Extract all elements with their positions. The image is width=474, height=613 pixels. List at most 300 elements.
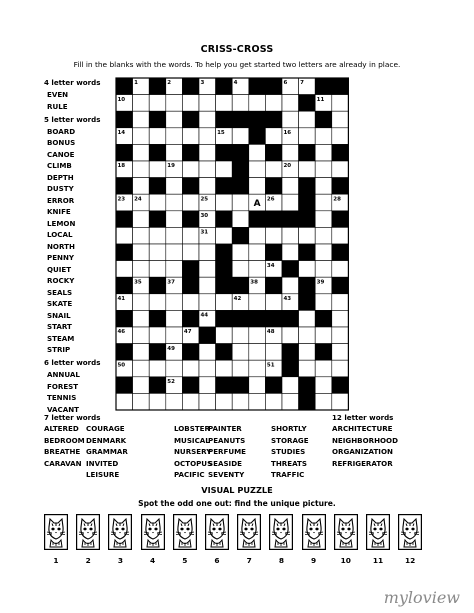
puzzle-title: CRISS-CROSS — [200, 44, 274, 55]
grid-cell-black — [116, 310, 133, 327]
grid-cell-black — [265, 277, 282, 294]
grid-cell-white[interactable] — [133, 178, 150, 195]
grid-cell-black — [315, 310, 332, 327]
word-list-item: CARAVAN — [44, 458, 82, 468]
grid-cell-white[interactable] — [282, 327, 299, 344]
word-list-item: BONUS — [47, 138, 76, 147]
grid-cell-black — [249, 111, 266, 128]
grid-cell-white[interactable] — [149, 244, 166, 261]
grid-cell-white[interactable] — [249, 161, 266, 178]
word-list-item: NURSERY — [174, 447, 212, 456]
grid-cell-white[interactable] — [116, 393, 133, 410]
grid-cell-white[interactable] — [199, 294, 216, 311]
grid-cell-white[interactable] — [182, 95, 199, 112]
grid-cell-white[interactable] — [282, 144, 299, 161]
grid-cell-white[interactable] — [216, 393, 233, 410]
grid-cell-white[interactable] — [149, 227, 166, 244]
grid-cell-white[interactable] — [315, 377, 332, 394]
grid-cell-black — [182, 344, 199, 361]
grid-cell-white[interactable] — [149, 294, 166, 311]
word-list-item: ARCHITECTURE — [332, 424, 393, 433]
word-list-item: SEASIDE — [208, 458, 242, 468]
picture-number: 10 — [340, 556, 351, 565]
grid-cell-white[interactable] — [199, 128, 216, 145]
clue-number: 20 — [283, 163, 292, 170]
grid-cell-black — [299, 393, 316, 410]
grid-cell-white[interactable] — [182, 227, 199, 244]
grid-cell-white[interactable] — [282, 244, 299, 261]
grid-cell-black — [149, 211, 166, 228]
word-list-item: ALTERED — [44, 424, 79, 433]
picture-option[interactable] — [141, 514, 165, 550]
word-list-item: REFRIGERATOR — [332, 458, 393, 468]
word-list-item: PENNY — [47, 253, 75, 262]
clue-number: 7 — [300, 80, 304, 87]
clue-number: 38 — [250, 279, 258, 286]
grid-cell-white[interactable] — [315, 211, 332, 228]
grid-cell-white[interactable] — [282, 377, 299, 394]
grid-cell-white[interactable] — [166, 360, 183, 377]
grid-cell-white[interactable] — [133, 294, 150, 311]
grid-cell-black — [182, 261, 199, 278]
grid-cell-white[interactable] — [332, 344, 349, 361]
cat-face-icon — [366, 514, 390, 550]
grid-cell-white[interactable] — [116, 227, 133, 244]
grid-cell-black — [216, 344, 233, 361]
word-column — [332, 412, 398, 469]
grid-cell-white[interactable] — [166, 144, 183, 161]
clue-number: 52 — [167, 378, 175, 385]
picture-option[interactable] — [366, 514, 390, 550]
grid-cell-white[interactable] — [166, 294, 183, 311]
visual-puzzle-pictures — [44, 514, 444, 594]
grid-cell-white[interactable] — [133, 310, 150, 327]
clue-number: 8 — [333, 80, 338, 87]
grid-cell-white[interactable] — [299, 360, 316, 377]
grid-cell-white[interactable] — [232, 128, 249, 145]
grid-cell-white[interactable] — [182, 393, 199, 410]
clue-number: 49 — [167, 345, 175, 352]
word-group-heading — [208, 412, 246, 423]
picture-number: 3 — [117, 556, 123, 565]
grid-cell-white[interactable] — [199, 161, 216, 178]
word-list-item: FOREST — [47, 381, 79, 391]
grid-cell-white[interactable] — [133, 128, 150, 145]
grid-cell-white[interactable] — [315, 178, 332, 195]
grid-cell-white[interactable] — [315, 261, 332, 278]
word-list-item: START — [47, 322, 72, 331]
clue-number: 27 — [300, 196, 308, 203]
clue-number: 10 — [117, 96, 126, 103]
cat-face-icon — [76, 514, 100, 550]
picture-option[interactable] — [269, 514, 293, 550]
grid-cell-white[interactable] — [133, 393, 150, 410]
word-list-item: NORTH — [47, 241, 75, 251]
grid-cell-white[interactable] — [232, 211, 249, 228]
grid-cell-black — [299, 144, 316, 161]
word-list-item: LEISURE — [86, 470, 120, 479]
grid-cell-white[interactable] — [133, 144, 150, 161]
picture-option[interactable] — [205, 514, 229, 550]
grid-cell-white[interactable] — [315, 194, 332, 211]
grid-cell-black — [265, 144, 282, 161]
grid-cell-white[interactable] — [133, 377, 150, 394]
grid-cell-black — [199, 327, 216, 344]
grid-cell-black — [232, 178, 249, 195]
grid-cell-white[interactable] — [149, 95, 166, 112]
grid-cell-white[interactable] — [265, 128, 282, 145]
grid-cell-white[interactable] — [249, 377, 266, 394]
grid-cell-white[interactable] — [149, 128, 166, 145]
grid-cell-black — [216, 377, 233, 394]
grid-cell-white[interactable] — [133, 161, 150, 178]
grid-cell-white[interactable] — [299, 227, 316, 244]
cat-face-icon — [141, 514, 165, 550]
grid-cell-white[interactable] — [199, 244, 216, 261]
grid-cell-black — [282, 211, 299, 228]
clue-number: 23 — [117, 196, 126, 203]
grid-cell-white[interactable] — [199, 277, 216, 294]
grid-cell-white[interactable] — [216, 360, 233, 377]
grid-cell-white[interactable] — [182, 244, 199, 261]
grid-cell-white[interactable] — [315, 327, 332, 344]
grid-cell-black — [249, 310, 266, 327]
word-group-heading: 12 letter words — [332, 413, 394, 422]
grid-cell-white[interactable] — [232, 95, 249, 112]
clue-number: 25 — [200, 196, 209, 203]
grid-cell-white[interactable] — [166, 211, 183, 228]
grid-cell-white[interactable] — [249, 360, 266, 377]
grid-cell-white[interactable] — [332, 227, 349, 244]
grid-cell-white[interactable] — [249, 294, 266, 311]
grid-cell-black — [315, 344, 332, 361]
grid-cell-white[interactable] — [216, 95, 233, 112]
grid-cell-white[interactable] — [166, 227, 183, 244]
grid-cell-white[interactable] — [249, 261, 266, 278]
cat-face-icon — [44, 514, 68, 550]
grid-cell-white[interactable] — [249, 95, 266, 112]
grid-cell-black — [116, 144, 133, 161]
grid-cell-white[interactable] — [282, 393, 299, 410]
word-group-heading — [86, 412, 128, 423]
watermark: myloview — [383, 588, 460, 607]
picture-option[interactable] — [237, 514, 261, 550]
clue-number: 18 — [117, 163, 126, 170]
grid-cell-white[interactable] — [199, 178, 216, 195]
clue-number: 48 — [266, 329, 275, 336]
grid-cell-white[interactable] — [265, 227, 282, 244]
grid-cell-white[interactable] — [149, 327, 166, 344]
word-list-item: STEAM — [47, 333, 75, 343]
grid-cell-black — [232, 227, 249, 244]
grid-cell-black — [116, 277, 133, 294]
grid-cell-white[interactable] — [315, 294, 332, 311]
grid-cell-black — [216, 78, 233, 95]
grid-cell-white[interactable] — [265, 95, 282, 112]
grid-cell-white[interactable] — [149, 360, 166, 377]
grid-cell-white[interactable] — [166, 128, 183, 145]
grid-cell-white[interactable] — [332, 393, 349, 410]
grid-cell-white[interactable] — [149, 393, 166, 410]
grid-cell-white[interactable] — [332, 161, 349, 178]
word-group-heading: 7 letter words — [44, 413, 101, 422]
grid-cell-white[interactable] — [299, 161, 316, 178]
grid-cell-white[interactable] — [315, 227, 332, 244]
clue-number: 30 — [200, 213, 209, 220]
word-column — [271, 412, 309, 481]
grid-cell-white[interactable] — [282, 95, 299, 112]
grid-cell-white[interactable] — [182, 128, 199, 145]
visual-puzzle-title: VISUAL PUZZLE — [201, 485, 273, 495]
grid-cell-black — [282, 261, 299, 278]
grid-cell-black — [116, 344, 133, 361]
word-group-heading: 6 letter words — [44, 358, 101, 367]
grid-cell-black — [182, 377, 199, 394]
cat-face-icon — [269, 514, 293, 550]
grid-cell-black — [182, 78, 199, 95]
grid-cell-white[interactable] — [299, 111, 316, 128]
grid-cell-black — [315, 78, 332, 95]
word-list-item: STRIP — [47, 345, 71, 354]
grid-cell-white[interactable] — [265, 294, 282, 311]
grid-cell-white[interactable] — [282, 277, 299, 294]
grid-cell-white[interactable] — [149, 194, 166, 211]
grid-cell-white[interactable] — [315, 244, 332, 261]
grid-cell-white[interactable] — [199, 144, 216, 161]
clue-number: 13 — [316, 113, 325, 120]
grid-cell-white[interactable] — [166, 310, 183, 327]
grid-cell-white[interactable] — [265, 161, 282, 178]
grid-cell-white[interactable] — [265, 344, 282, 361]
grid-cell-white[interactable] — [133, 111, 150, 128]
grid-cell-white[interactable] — [133, 344, 150, 361]
grid-cell-white[interactable] — [232, 244, 249, 261]
grid-cell-white[interactable] — [315, 393, 332, 410]
grid-cell-white[interactable] — [182, 194, 199, 211]
grid-cell-white[interactable] — [199, 344, 216, 361]
word-list-item: SEALS — [47, 287, 73, 297]
grid-cell-black — [232, 111, 249, 128]
grid-cell-white[interactable] — [133, 327, 150, 344]
grid-cell-white[interactable] — [332, 294, 349, 311]
grid-cell-white[interactable] — [232, 327, 249, 344]
grid-cell-white[interactable] — [299, 327, 316, 344]
grid-cell-white[interactable] — [199, 393, 216, 410]
grid-cell-white[interactable] — [315, 144, 332, 161]
grid-cell-black — [232, 377, 249, 394]
picture-option[interactable] — [334, 514, 358, 550]
word-list-item: TRAFFIC — [271, 470, 305, 479]
clue-number: 47 — [183, 329, 192, 336]
grid-cell-white[interactable] — [166, 194, 183, 211]
grid-cell-white[interactable] — [332, 111, 349, 128]
grid-cell-white[interactable] — [182, 294, 199, 311]
grid-cell-white[interactable] — [199, 95, 216, 112]
grid-cell-black — [299, 178, 316, 195]
grid-cell-white[interactable] — [199, 111, 216, 128]
clue-number: 17 — [183, 146, 192, 153]
grid-cell-white[interactable] — [182, 360, 199, 377]
grid-cell-white[interactable] — [166, 111, 183, 128]
picture-number: 8 — [278, 556, 284, 565]
grid-cell-white[interactable] — [299, 344, 316, 361]
grid-cell-white[interactable] — [232, 261, 249, 278]
clue-number: 40 — [333, 279, 341, 286]
grid-cell-white[interactable] — [249, 327, 266, 344]
grid-cell-white[interactable] — [332, 95, 349, 112]
picture-number: 4 — [150, 556, 156, 565]
grid-cell-white[interactable] — [332, 360, 349, 377]
grid-cell-white[interactable] — [282, 178, 299, 195]
picture-number: 6 — [214, 556, 220, 565]
clue-number: 37 — [167, 279, 175, 286]
grid-cell-white[interactable] — [216, 294, 233, 311]
clue-number: 34 — [266, 262, 275, 269]
word-list-item: VACANT — [47, 404, 79, 414]
clue-number: 15 — [217, 130, 225, 137]
word-list-item: LOCAL — [47, 230, 73, 239]
grid-cell-white[interactable] — [249, 178, 266, 195]
grid-cell-black — [265, 377, 282, 394]
grid-cell-white[interactable] — [332, 128, 349, 145]
clue-number: 22 — [217, 179, 225, 186]
grid-cell-white[interactable] — [166, 95, 183, 112]
clue-number: 44 — [200, 312, 209, 319]
word-group-heading — [271, 412, 309, 423]
word-list-item: ROCKY — [47, 276, 75, 285]
picture-option[interactable] — [398, 514, 422, 550]
picture-option[interactable] — [108, 514, 132, 550]
grid-cell-white[interactable] — [315, 161, 332, 178]
picture-option[interactable] — [76, 514, 100, 550]
grid-cell-white[interactable] — [249, 344, 266, 361]
grid-cell-white[interactable] — [315, 360, 332, 377]
word-column — [208, 412, 246, 481]
word-list-item: INVITED — [86, 458, 119, 468]
grid-cell-white[interactable] — [133, 211, 150, 228]
grid-cell-white[interactable] — [182, 161, 199, 178]
grid-cell-white[interactable] — [232, 194, 249, 211]
picture-number: 5 — [182, 556, 188, 565]
grid-cell-white[interactable] — [166, 261, 183, 278]
grid-cell-white[interactable] — [116, 261, 133, 278]
grid-cell-white[interactable] — [199, 377, 216, 394]
grid-cell-white[interactable] — [166, 393, 183, 410]
visual-puzzle-instructions: Spot the odd one out: find the unique picture. — [138, 499, 336, 508]
clue-number: 19 — [167, 163, 175, 170]
grid-cell-white[interactable] — [282, 111, 299, 128]
grid-cell-white[interactable] — [199, 360, 216, 377]
grid-cell-white[interactable] — [133, 261, 150, 278]
word-column — [86, 412, 128, 481]
clue-number: 36 — [150, 279, 159, 286]
clue-number: 11 — [316, 96, 325, 103]
grid-cell-black — [149, 111, 166, 128]
clue-number: 24 — [134, 196, 142, 203]
grid-cell-white[interactable] — [216, 327, 233, 344]
crossword-grid — [115, 77, 349, 411]
clue-number: 1 — [134, 80, 138, 87]
grid-cell-black — [299, 277, 316, 294]
grid-cell-white[interactable] — [232, 393, 249, 410]
grid-cell-black — [216, 144, 233, 161]
given-letter: O — [186, 182, 195, 193]
word-list-item: DUSTY — [47, 184, 74, 193]
word-list-item: MUSICAL — [174, 435, 210, 445]
grid-cell-white[interactable] — [232, 344, 249, 361]
grid-cell-white[interactable] — [216, 227, 233, 244]
grid-cell-black — [149, 344, 166, 361]
grid-cell-black — [216, 277, 233, 294]
word-list-item: DENMARK — [86, 435, 127, 445]
word-list-item: DEPTH — [47, 172, 74, 182]
grid-cell-white[interactable] — [315, 128, 332, 145]
grid-cell-white[interactable] — [299, 310, 316, 327]
grid-cell-white[interactable] — [282, 227, 299, 244]
grid-cell-white[interactable] — [249, 227, 266, 244]
picture-option[interactable] — [173, 514, 197, 550]
grid-cell-white[interactable] — [166, 327, 183, 344]
grid-cell-white[interactable] — [299, 128, 316, 145]
word-group-heading — [174, 412, 212, 423]
grid-cell-white[interactable] — [133, 244, 150, 261]
grid-cell-white[interactable] — [332, 261, 349, 278]
grid-cell-white[interactable] — [166, 244, 183, 261]
grid-cell-white[interactable] — [299, 261, 316, 278]
clue-number: 41 — [117, 295, 126, 302]
grid-cell-white[interactable] — [332, 327, 349, 344]
grid-cell-black — [216, 211, 233, 228]
picture-option[interactable] — [302, 514, 326, 550]
clue-number: 2 — [167, 80, 172, 87]
word-list-item: SKATE — [47, 299, 73, 308]
grid-cell-white[interactable] — [133, 360, 150, 377]
word-list-item: SNAIL — [47, 310, 71, 320]
grid-cell-black — [249, 211, 266, 228]
grid-cell-black — [265, 211, 282, 228]
grid-cell-white[interactable] — [199, 261, 216, 278]
clue-number: 32 — [117, 246, 126, 253]
grid-cell-white[interactable] — [149, 161, 166, 178]
grid-cell-white[interactable] — [133, 95, 150, 112]
word-list-item: ANNUAL — [47, 370, 80, 379]
grid-cell-white[interactable] — [232, 360, 249, 377]
grid-cell-white[interactable] — [216, 161, 233, 178]
given-letter: A — [253, 198, 261, 209]
grid-cell-black — [232, 277, 249, 294]
word-list-item: COURAGE — [86, 424, 125, 433]
cat-face-icon — [205, 514, 229, 550]
word-list-item: QUIET — [47, 264, 72, 274]
grid-cell-white[interactable] — [133, 227, 150, 244]
grid-cell-white[interactable] — [249, 393, 266, 410]
clue-number: 28 — [333, 196, 341, 203]
grid-cell-white[interactable] — [149, 261, 166, 278]
clue-number: 4 — [233, 80, 238, 87]
grid-cell-white[interactable] — [265, 393, 282, 410]
cat-face-icon — [173, 514, 197, 550]
grid-cell-white[interactable] — [282, 194, 299, 211]
grid-cell-white[interactable] — [216, 194, 233, 211]
word-list-item: PACIFIC — [174, 470, 205, 479]
grid-cell-white[interactable] — [249, 244, 266, 261]
picture-option[interactable] — [44, 514, 68, 550]
grid-cell-white[interactable] — [332, 310, 349, 327]
grid-cell-white[interactable] — [249, 144, 266, 161]
word-list-item: ORGANIZATION — [332, 447, 393, 456]
grid-cell-white[interactable] — [166, 178, 183, 195]
word-list-item: KNIFE — [47, 207, 71, 216]
